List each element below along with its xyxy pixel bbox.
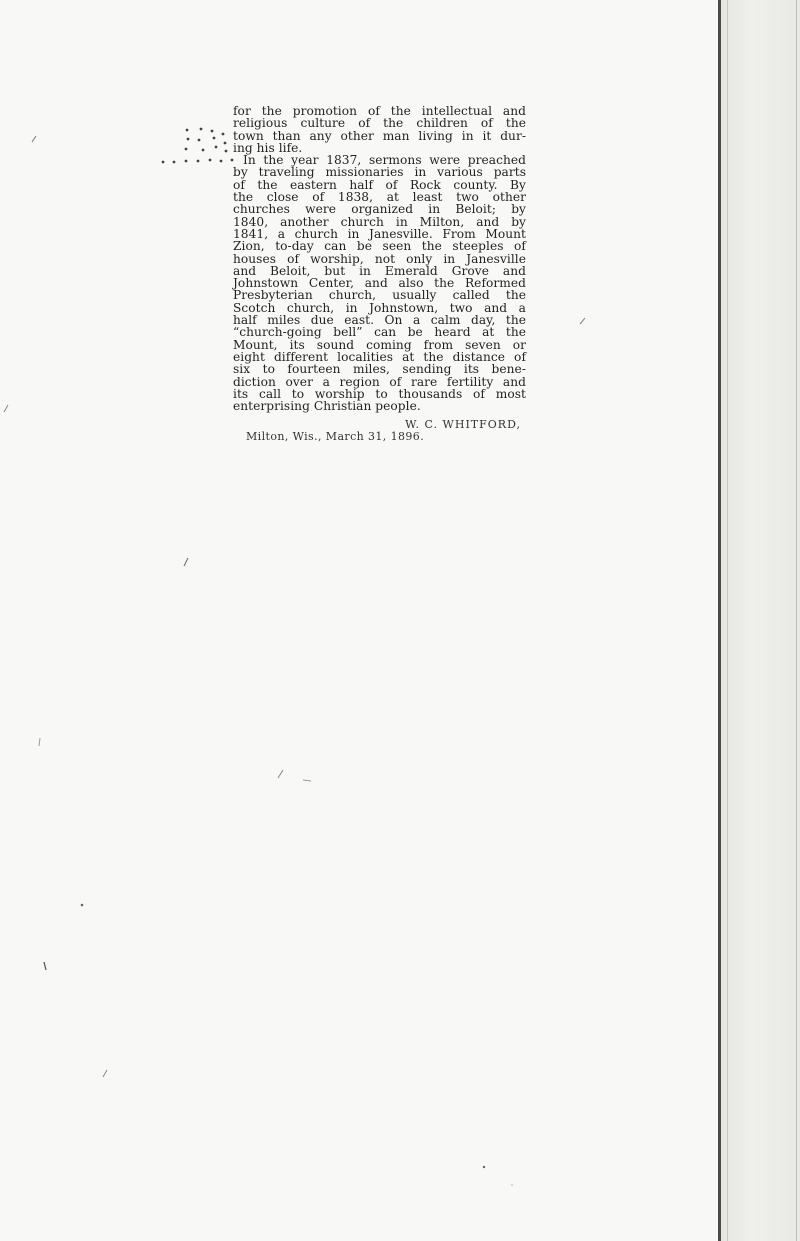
text-line: town than any other man living in it dur-: [233, 128, 526, 143]
text-line: Presbyterian church, usually called the: [233, 288, 526, 303]
text-line: Mount, its sound coming from seven or: [233, 337, 526, 352]
text-line: six to fourteen miles, sending its bene-: [233, 362, 526, 377]
text-line: “church-going bell” can be heard at the: [233, 325, 526, 340]
text-line: houses of worship, not only in Janesville: [233, 251, 526, 266]
newspaper-clipping: [233, 105, 526, 412]
text-line: Johnstown Center, and also the Reformed: [233, 276, 526, 291]
text-line: ing his life.: [233, 140, 303, 155]
text-line: and Beloit, but in Emerald Grove and: [233, 263, 526, 278]
text-line: Scotch church, in Johnstown, two and a: [233, 300, 526, 315]
text-line: churches were organized in Beloit; by: [233, 202, 526, 217]
facing-page-edge: [721, 0, 800, 1241]
text-line: enterprising Christian people.: [233, 399, 421, 414]
text-line: eight different localities at the distance of: [233, 349, 526, 364]
text-line: religious culture of the children of the: [233, 116, 526, 131]
text-line: 1841, a church in Janesville. From Mount: [233, 226, 526, 241]
dateline: Milton, Wis., March 31, 1896.: [246, 430, 425, 443]
text-line: its call to worship to thousands of most: [233, 386, 526, 401]
text-line: by traveling missionaries in various parts: [233, 165, 526, 180]
text-line: In the year 1837, sermons were preached: [243, 153, 526, 168]
text-line: 1840, another church in Milton, and by: [233, 214, 526, 229]
text-line: diction over a region of rare fertility and: [233, 374, 526, 389]
text-line: half miles due east. On a calm day, the: [233, 313, 526, 328]
text-line: the close of 1838, at least two other: [233, 190, 526, 205]
text-line: of the eastern half of Rock county. By: [233, 177, 526, 192]
text-line: for the promotion of the intellectual and: [233, 104, 526, 118]
perforation-dots: [160, 127, 235, 167]
text-line: Zion, to-day can be seen the steeples of: [233, 239, 526, 254]
author-signature: W. C. WHITFORD,: [405, 418, 521, 431]
